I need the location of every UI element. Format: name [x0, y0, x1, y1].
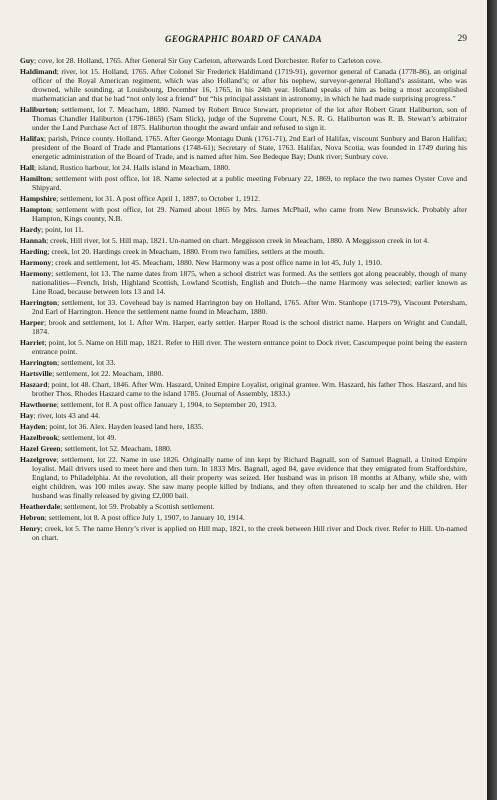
entry-text: ; settlement, lot 13. The name dates from 1875, when a school district was formed. As the settlers got along peaceably, though of many nationalities—French, Irish, Highland Scottish, Lowland Scottish, English and Dutch—the name Harmony was selected; earlier known as Line Road, because between lots 13 and 14. — [32, 269, 467, 296]
entry — [20, 174, 467, 192]
entry — [20, 258, 467, 267]
entry-text: ; creek, lot 5. The name Henry’s river is applied on Hill map, 1821, to the creek between Hill river and Dock river. Refer to Hill. Un-named on chart. — [32, 524, 467, 542]
entry — [20, 247, 467, 256]
entry-text: ; settlement with post office, lot 29. Named about 1865 by Mrs. James McPhail, who came from New Brunswick. Probably after Hampton, Kings county, N.B. — [32, 205, 467, 223]
entry — [20, 338, 467, 356]
entry-text: ; settlement, lot 8. A post office January 1, 1904, to September 20, 1913. — [56, 400, 277, 409]
entry-text: ; point, lot 36. Alex. Hayden leased land here, 1835. — [45, 422, 204, 431]
entry-text: ; point, lot 48. Chart, 1846. After Wm. Haszard, United Empire Loyalist, original grantee. Wm. Haszard, his father Thos. Haszard, and his brother Thos. Rhodes Haszard came to the island 1785. (Journal of Assembly, 1833.) — [32, 380, 467, 398]
entry — [20, 411, 467, 420]
entry — [20, 318, 467, 336]
entry-term: Halifax — [20, 134, 45, 143]
book-edge — [487, 0, 497, 800]
entry — [20, 358, 467, 367]
entry-text: ; settlement, lot 59. Probably a Scottish settlement. — [60, 502, 215, 511]
entry-term: Hayden — [20, 422, 46, 431]
entry-text: ; settlement with post office, lot 18. Name selected at a public meeting February 22, 1869, to replace the two names Oyster Cove and Shipyard. — [32, 174, 467, 192]
entry — [20, 205, 467, 223]
entry-term: Hebron — [20, 513, 45, 522]
entry-term: Hardy — [20, 225, 42, 234]
running-title: GEOGRAPHIC BOARD OF CANADA — [164, 34, 323, 44]
entry-text: ; settlement, lot 31. A post office April 1, 1897, to October 1, 1912. — [56, 194, 260, 203]
entry — [20, 422, 467, 431]
entry-term: Harmony — [20, 258, 52, 267]
entry-term: Heatherdale — [20, 502, 61, 511]
entry-term: Harrington — [20, 298, 58, 307]
entry-text: ; settlement, lot 7. Meacham, 1880. Named by Robert Bruce Stewart, proprietor of the lot after Robert Grant Haliburton, son of Thomas Chandler Haliburton (1796-1865) (Sam Slick), judge of the Supreme Court, N.S. R. G. Haliburton was R. B. Stewart’s arbitrator under the Land Purchase Act of 1875. Haliburton thought the award unfair and refused to sign it. — [32, 105, 467, 132]
entry-text: ; cove, lot 28. Holland, 1765. After General Sir Guy Carleton, afterwards Lord Dorchester. Refer to Carleton cove. — [33, 56, 382, 65]
entry-term: Haszard — [20, 380, 48, 389]
page-number: 29 — [457, 34, 467, 44]
entry-text: ; settlement, lot 22. Meacham, 1880. — [52, 369, 164, 378]
entry-term: Hartsville — [20, 369, 53, 378]
entry-term: Harriet — [20, 338, 45, 347]
entry-text: ; settlement, lot 52. Meacham, 1880. — [60, 444, 172, 453]
entry — [20, 194, 467, 203]
entry-text: ; creek, lot 20. Hardings creek in Meacham, 1880. From two families, settlers at the mouth. — [47, 247, 325, 256]
entry-term: Harding — [20, 247, 48, 256]
entry-text: ; creek and settlement, lot 45. Meacham, 1880. New Harmony was a post office name in lot 45, July 1, 1910. — [51, 258, 382, 267]
entry — [20, 67, 467, 103]
entry-term: Harper — [20, 318, 45, 327]
entry-text: ; settlement, lot 8. A post office July 1, 1907, to January 10, 1914. — [44, 513, 245, 522]
entry-term: Hazel Green — [20, 444, 61, 453]
gazetteer-entries — [20, 56, 467, 542]
entry — [20, 163, 467, 172]
entry-term: Hamilton — [20, 174, 51, 183]
entry-term: Hannah — [20, 236, 47, 245]
entry-term: Guy — [20, 56, 34, 65]
entry — [20, 380, 467, 398]
entry-term: Haliburton — [20, 105, 57, 114]
entry — [20, 298, 467, 316]
entry-term: Harmony — [20, 269, 52, 278]
entry-term: Hazelgrove — [20, 455, 57, 464]
entry-term: Hay — [20, 411, 34, 420]
entry-text: ; settlement, lot 49. — [57, 433, 117, 442]
entry-text: ; settlement, lot 33. Covehead bay is named Harrington bay on Holland, 1765. After Wm. Stanhope (1719-79), Viscount Petersham, 2nd Earl of Harrington. Hence the settlement name found in Meacham, 1880. — [32, 298, 467, 316]
entry-term: Hampton — [20, 205, 51, 214]
entry — [20, 225, 467, 234]
entry — [20, 400, 467, 409]
entry — [20, 105, 467, 132]
entry — [20, 369, 467, 378]
entry-term: Haldimand — [20, 67, 57, 76]
entry-term: Hampshire — [20, 194, 57, 203]
entry-text: ; brook and settlement, lot 1. After Wm. Harper, early settler. Harper Road is the school district name. Harpers on Wright and Cundall, 1874. — [32, 318, 467, 336]
entry — [20, 269, 467, 296]
entry-text: ; river, lot 15. Holland, 1765. After Colonel Sir Frederick Haldimand (1719-91), governor general of Canada (1778-86), an original officer of the Royal American regiment, which was also Holland’s; or after his nephew, surveyor-general Holland’s assistant, who was drowned, while sounding, at Louisbourg, December 16, 1765, in his 24th year. Holland speaks of him as being a most accomplished mathematician and that he had “not only lost a friend” but “his principal assistant in astronomy, in which he had made surprising progress.” — [32, 67, 467, 103]
entry — [20, 513, 467, 522]
entry — [20, 444, 467, 453]
entry-term: Hall — [20, 163, 34, 172]
entry-text: ; parish, Prince county. Holland, 1765. After George Montagu Dunk (1761-71), 2nd Earl of Halifax, viscount Sunbury and Baron Halifax; president of the Board of Trade and Plantations (1748-61); Secretary of State, 1763. Halifax, Nova Scotia, was founded in 1749 during his energetic administration of the Board of Trade, and is named after him. See Bedeque Bay; Dunk river; Sunbury cove. — [32, 134, 467, 161]
page-header — [20, 34, 467, 48]
entry-term: Hazelbrook — [20, 433, 58, 442]
entry — [20, 134, 467, 161]
entry — [20, 236, 467, 245]
entry-term: Henry — [20, 524, 41, 533]
entry-term: Hawthorne — [20, 400, 57, 409]
entry — [20, 433, 467, 442]
entry-text: ; point, lot 5. Name on Hill map, 1821. Refer to Hill river. The western entrance point to Dock river, Cascumpeque point being the eastern entrance point. — [32, 338, 467, 356]
entry-text: ; river, lots 43 and 44. — [33, 411, 101, 420]
entry — [20, 56, 467, 65]
entry-text: ; creek, Hill river, lot 5. Hill map, 1821. Un-named on chart. Meggisson creek in Meacham, 1880. A Meggisson creek in lot 4. — [46, 236, 430, 245]
entry-text: ; settlement, lot 22. Name in use 1826. Originally name of inn kept by Richard Bagnall, son of Samuel Bagnall, a United Empire loyalist. Mail drivers used to meet here and then turn. In 1833 Mrs. Bagnall, aged 84, gave evidence that they emigrated from Staffordshire, England, to Philadelphia. At the revolution, all their property was seized. Her husband was in prison 18 months at Albany, while she, with eight children, was 100 miles away. She saw many people killed by Indians, and they often threatened to scalp her and the children. Her husband was finally released by giving £2,000 bail. — [32, 455, 467, 500]
entry-text: ; point, lot 11. — [41, 225, 84, 234]
entry — [20, 502, 467, 511]
entry — [20, 524, 467, 542]
entry-text: ; island, Rustico harbour, lot 24. Halls island in Meacham, 1880. — [33, 163, 230, 172]
entry-term: Harrington — [20, 358, 58, 367]
entry — [20, 455, 467, 500]
entry-text: ; settlement, lot 33. — [57, 358, 116, 367]
